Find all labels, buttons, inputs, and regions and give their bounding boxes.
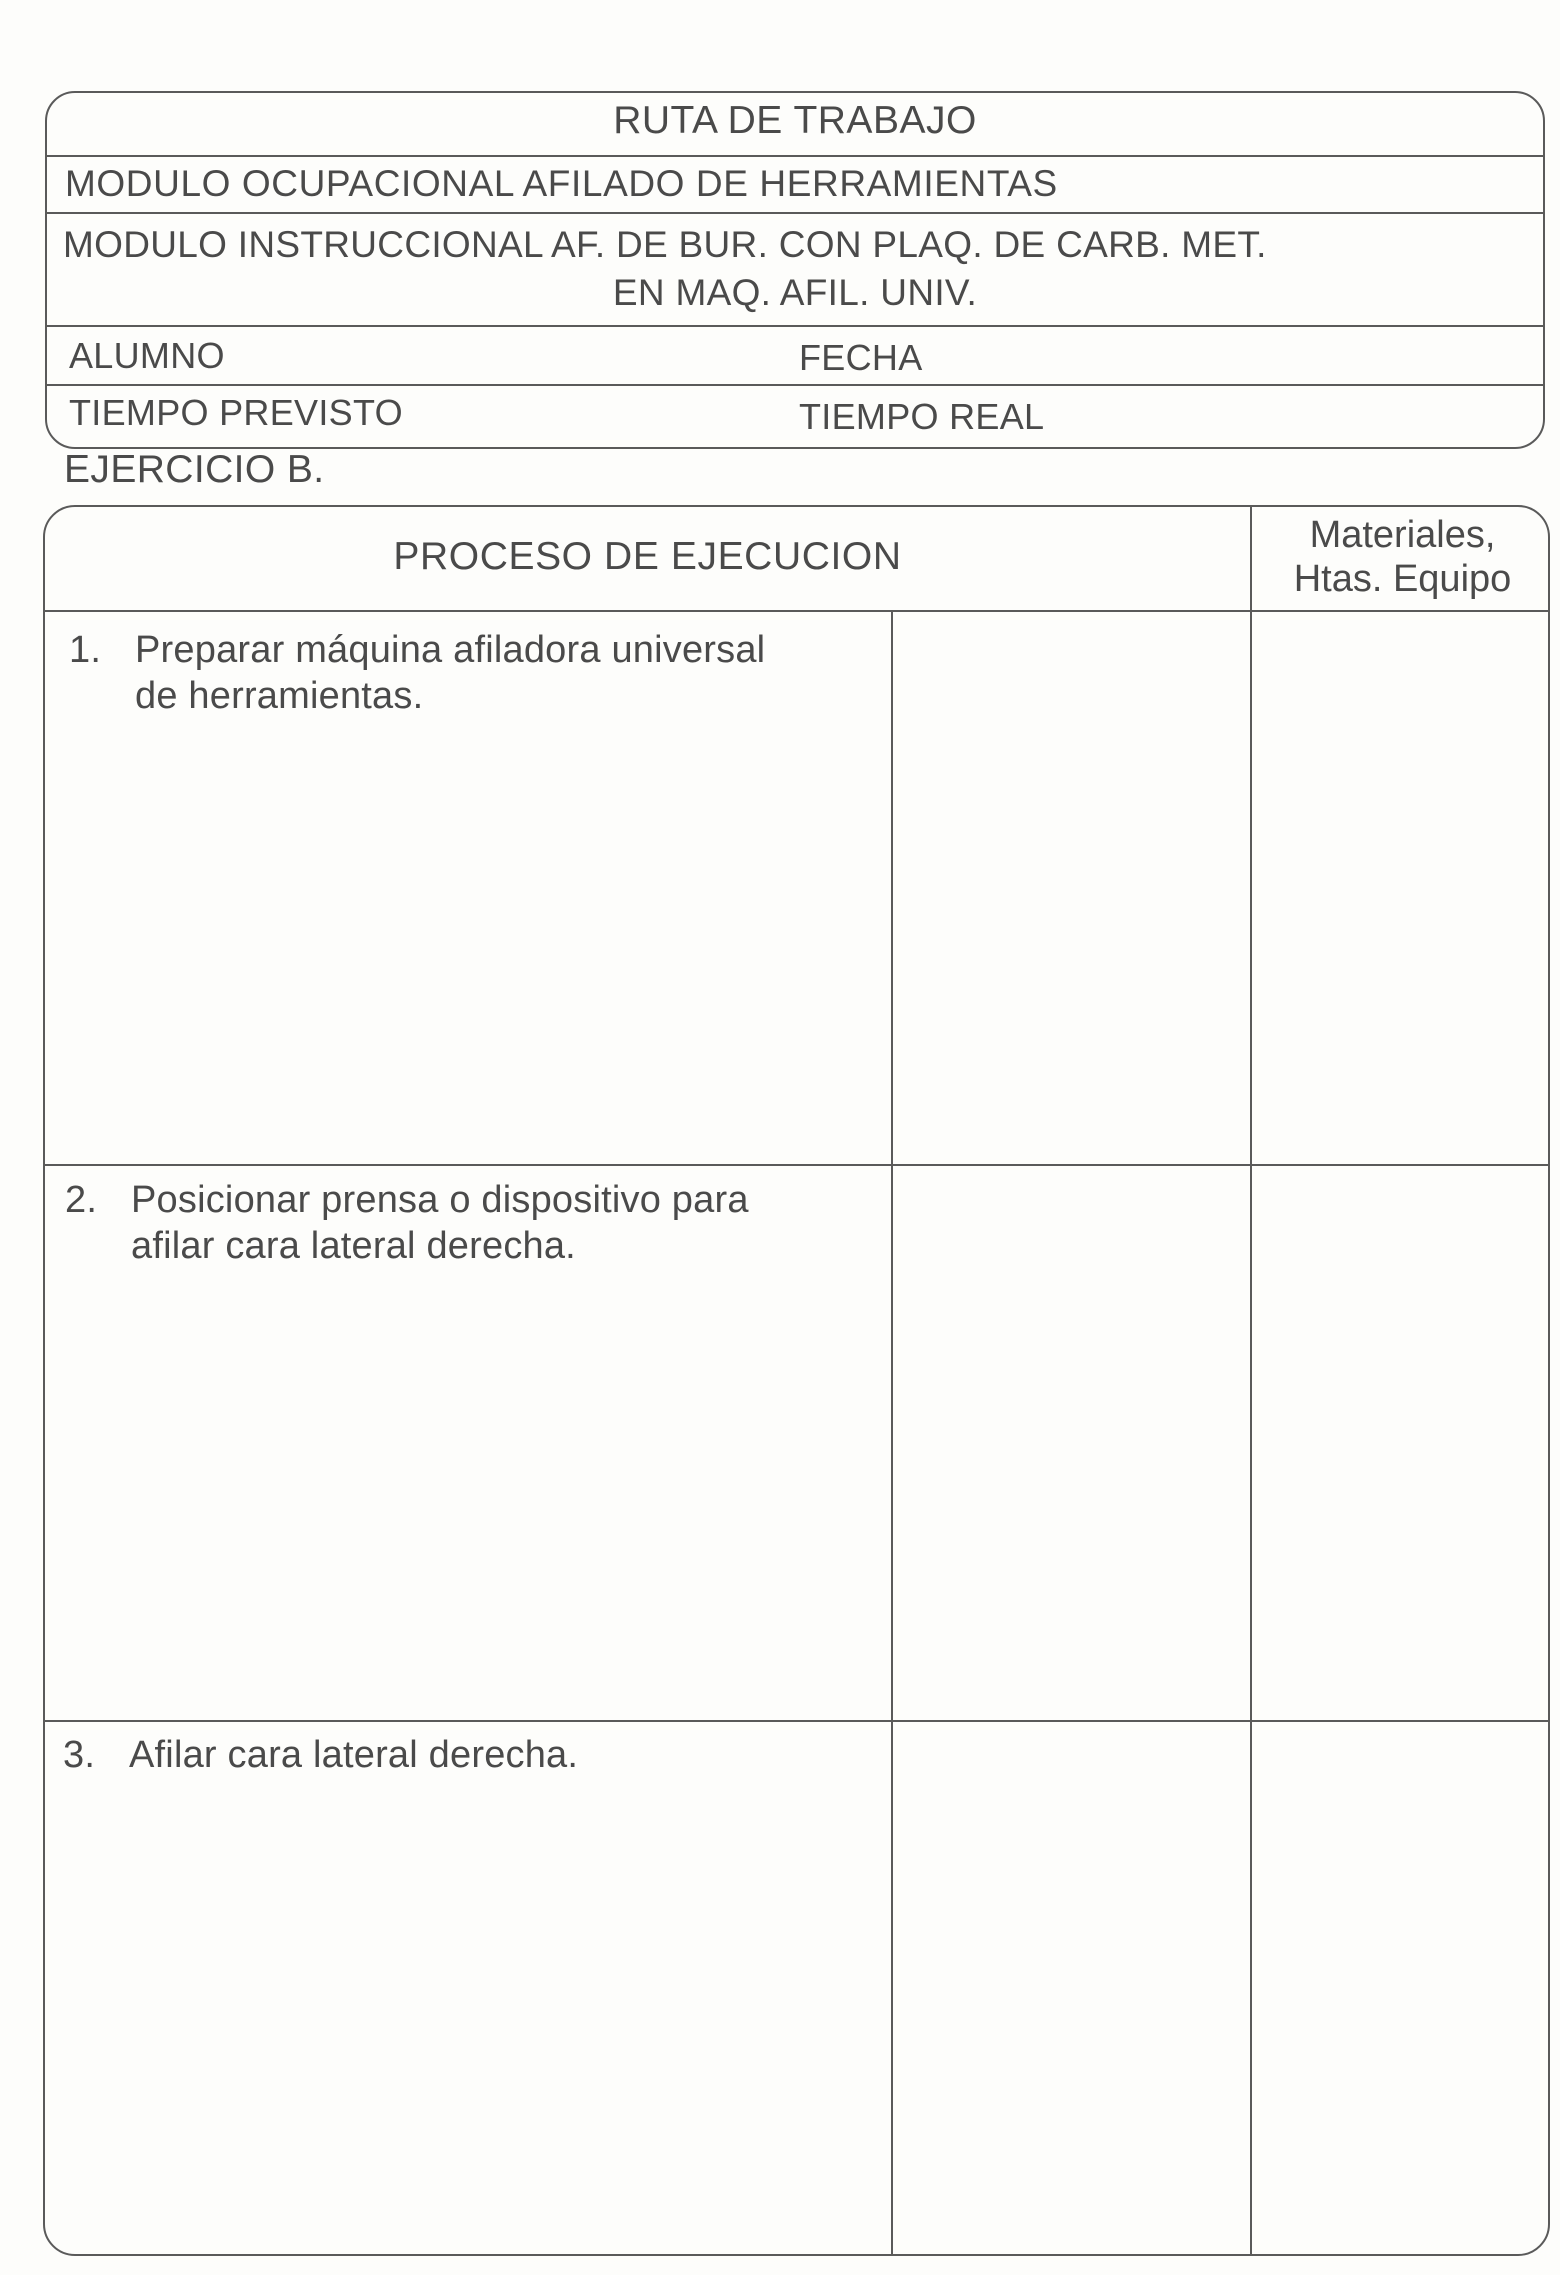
modulo-instruccional-line1: MODULO INSTRUCCIONAL AF. DE BUR. CON PLAQ. DE CARB. MET. (63, 224, 1267, 265)
step-3-notes-cell[interactable] (893, 1722, 1248, 2252)
column-header-materiales (1253, 513, 1550, 601)
step-2-line2: afilar cara lateral derecha. (131, 1225, 576, 1267)
step-1-text (135, 627, 935, 719)
step-2-materials-cell[interactable] (1252, 1166, 1550, 1718)
step-3-line1: Afilar cara lateral derecha. (129, 1734, 579, 1776)
tiempo-row (47, 386, 1543, 449)
alumno-fecha-row (47, 327, 1543, 386)
tiempo-previsto-field[interactable]: TIEMPO PREVISTO (69, 392, 403, 433)
process-table (43, 505, 1550, 2256)
page-title: RUTA DE TRABAJO (613, 99, 977, 142)
step-2-line1: Posicionar prensa o dispositivo para (131, 1179, 749, 1221)
modulo-ocupacional-row (47, 157, 1543, 214)
step-3-materials-cell[interactable] (1252, 1722, 1550, 2252)
tiempo-real-field[interactable]: TIEMPO REAL (799, 396, 1045, 437)
step-3-number: 3. (63, 1734, 96, 1776)
step-1-line1: Preparar máquina afiladora universal (135, 629, 766, 671)
alumno-field[interactable]: ALUMNO (69, 335, 225, 376)
column-header-materiales-line1: Materiales, (1309, 514, 1496, 556)
step-1-line2: de herramientas. (135, 675, 424, 717)
title-row (47, 93, 1543, 157)
ejercicio-label: EJERCICIO B. (64, 448, 325, 491)
header-box (45, 91, 1545, 449)
modulo-instruccional-row (47, 214, 1543, 327)
modulo-instruccional-line2: EN MAQ. AFIL. UNIV. (612, 272, 978, 313)
step-2-text (131, 1177, 931, 1269)
step-1-number: 1. (69, 629, 102, 671)
step-2-notes-cell[interactable] (893, 1166, 1248, 1718)
column-header-proceso: PROCESO DE EJECUCION (393, 535, 902, 578)
column-header-materiales-line2: Htas. Equipo (1293, 558, 1512, 600)
step-1-notes-cell[interactable] (893, 612, 1248, 1162)
step-3-text (129, 1732, 929, 1778)
step-1-materials-cell[interactable] (1252, 612, 1550, 1162)
step-2-number: 2. (65, 1179, 98, 1221)
modulo-ocupacional: MODULO OCUPACIONAL AFILADO DE HERRAMIENTAS (65, 163, 1058, 204)
fecha-field[interactable]: FECHA (799, 337, 923, 378)
